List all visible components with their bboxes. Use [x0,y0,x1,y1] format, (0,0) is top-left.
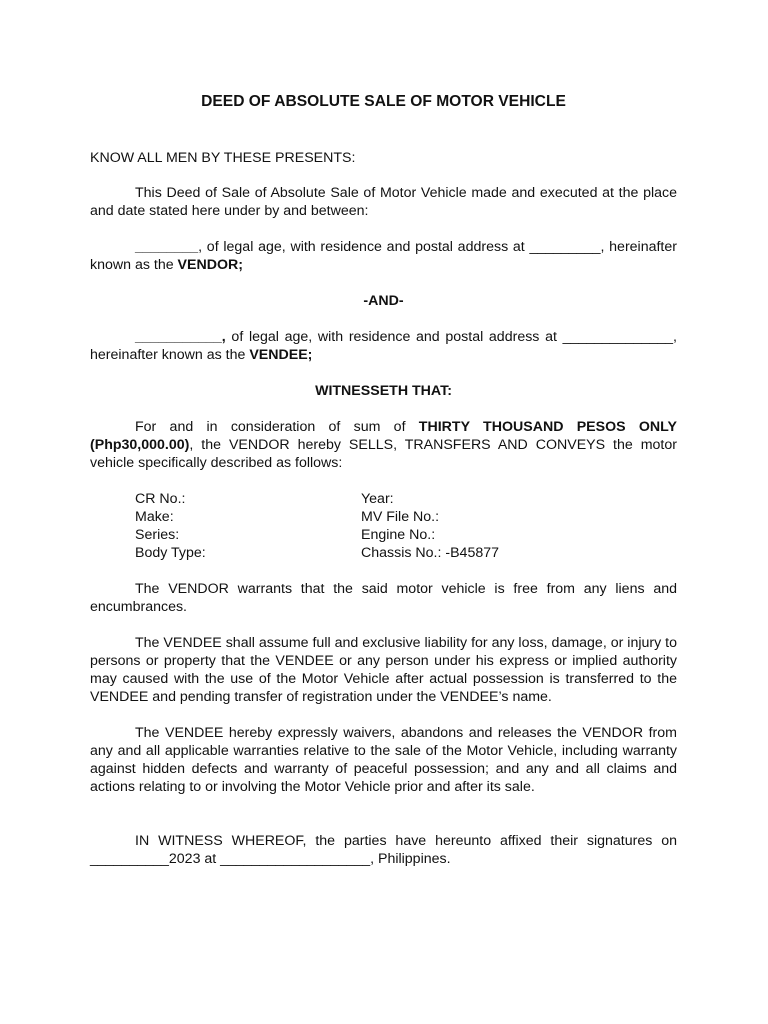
vendee-text: of legal age, with residence and postal address at ______________, hereinafter known as the [90,329,677,363]
vendee-name-blank: ___________, [135,329,226,345]
witness-paragraph: IN WITNESS WHEREOF, the parties have hereunto affixed their signatures on __________2023 at ___________________, Philippines. [90,833,677,867]
vendee-label: VENDEE; [249,347,313,363]
field-series: Series: [135,527,180,543]
warranty-paragraph: The VENDOR warrants that the said motor vehicle is free from any liens and encumbrances. [90,581,677,615]
consideration-amount: THIRTY THOUSAND PESOS ONLY (Php30,000.00) [90,419,677,453]
vendor-text: , of legal age, with residence and postal address at _________, hereinafter known as the [90,239,677,273]
field-make: Make: [135,509,174,525]
consideration-paragraph: For and in consideration of sum of THIRTY THOUSAND PESOS ONLY (Php30,000.00), the VENDOR hereby SELLS, TRANSFERS AND CONVEYS the motor vehicle specifically described as follows: [90,419,677,471]
intro-paragraph: This Deed of Sale of Absolute Sale of Motor Vehicle made and executed at the place and date stated here under by and between: [90,185,677,219]
document-body [90,93,677,868]
and-separator: -AND- [363,293,404,309]
witnesseth-heading: WITNESSETH THAT: [315,383,452,399]
vendor-name-blank: ________ [135,239,199,255]
field-cr-no: CR No.: [135,491,186,507]
vehicle-details [135,490,677,562]
waiver-paragraph: The VENDEE hereby expressly waivers, abandons and releases the VENDOR from any and all applicable warranties relative to the sale of the Motor Vehicle, including warranty against hidden defects and warranty of peaceful possession; and any and all claims and actions relating to or involving the Motor Vehicle prior and after its sale. [90,725,677,795]
field-year: Year: [361,491,394,507]
vendor-paragraph [90,238,677,274]
field-chassis-no: Chassis No.: -B45877 [361,545,500,561]
document-title: DEED OF ABSOLUTE SALE OF MOTOR VEHICLE [201,93,566,110]
field-body-type: Body Type: [135,545,206,561]
vendee-paragraph [90,328,677,364]
opening-line: KNOW ALL MEN BY THESE PRESENTS: [90,150,356,166]
liability-paragraph: The VENDEE shall assume full and exclusive liability for any loss, damage, or injury to persons or property that the VENDEE or any person under his express or implied authority may caused with the use of the Motor Vehicle after actual possession is transferred to the VENDEE and pending transfer of registration under the VENDEE’s name. [90,635,677,705]
vendor-label: VENDOR; [177,257,243,273]
field-engine-no: Engine No.: [361,527,436,543]
field-mv-file-no: MV File No.: [361,509,440,525]
